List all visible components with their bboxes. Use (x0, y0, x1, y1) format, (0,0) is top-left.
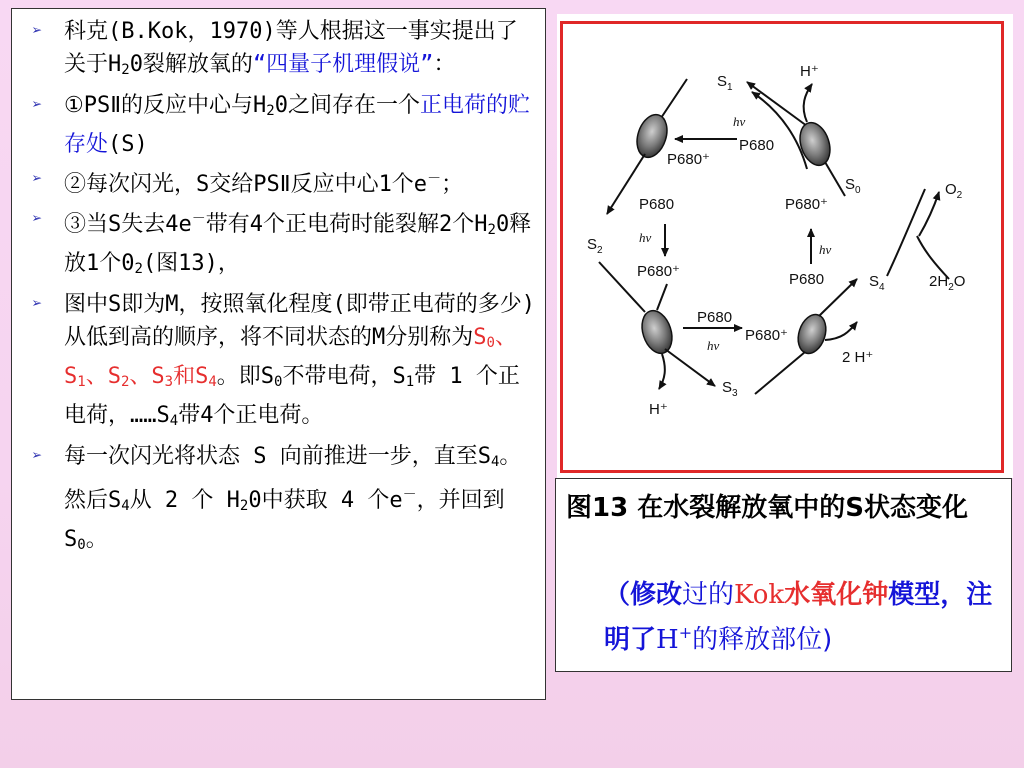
caption-note-c: 水氧化钟 (784, 580, 889, 610)
bullet-text (64, 444, 521, 552)
bullet-segment: 0中获取 4 个e (248, 488, 403, 513)
bullet-segment: 从 2 个 H (129, 488, 240, 513)
caption-title: 图13 在水裂解放氧中的S状态变化 (566, 493, 968, 523)
label-hv-left: hν (639, 230, 652, 245)
oval-top-right (795, 119, 835, 169)
bullet-segment: 2 (239, 498, 249, 514)
figure-caption (555, 478, 1012, 672)
label-p680-plus-right: P680⁺ (785, 196, 828, 213)
label-hv-bottom: hν (707, 338, 720, 353)
bullet-segment: 1 (405, 374, 415, 390)
label-s1: $S_1$ (717, 73, 733, 93)
label-h-top: H⁺ (800, 63, 819, 80)
bullet-s-states (26, 288, 539, 438)
bullet-arrow-icon: ➢ (32, 21, 43, 41)
label-h-bottom: H⁺ (649, 401, 668, 418)
label-hv-right: hν (819, 242, 832, 257)
arrow-to-s3 (665, 349, 715, 386)
label-p680-left: P680 (639, 196, 675, 213)
bullet-arrow-icon: ➢ (32, 209, 43, 229)
arrow-s1 (747, 82, 807, 126)
arrow-to-s4 (819, 279, 857, 316)
bullet-segment: S (473, 325, 487, 350)
bullet-segment: 0 (486, 335, 495, 351)
bullet-arrow-icon: ➢ (32, 446, 43, 466)
bullet-text (64, 93, 530, 157)
oval-bottom-left (637, 307, 677, 357)
bullet-segment: 4 (121, 498, 130, 514)
bullet-text (64, 212, 531, 276)
bullet-arrow-icon: ➢ (32, 294, 43, 314)
bullet-segment: 2 (121, 62, 130, 78)
bullet-segment: ，并回到S (64, 488, 505, 552)
kok-clock-diagram (557, 14, 1013, 478)
caption-note-b: 过的 (682, 580, 735, 610)
bullet-segment: 4 (169, 413, 179, 429)
label-h2o: $2H_2O$ (929, 273, 966, 293)
bullet-segment: 3 (164, 374, 174, 390)
arrow-s3-to-s4 (755, 352, 805, 394)
bullet-segment: － (402, 487, 417, 503)
label-p680-plus-top-left: P680⁺ (667, 151, 710, 168)
bullet-segment: 、S (129, 364, 165, 389)
caption-note-d: 模型，注明了 (604, 580, 993, 655)
bullet-flash-electron (26, 163, 539, 201)
bullet-water-splitting (26, 203, 539, 286)
bullet-segment: ； (441, 172, 464, 197)
arrow-2h (825, 322, 857, 340)
bullet-segment: 。然后S (64, 444, 522, 513)
bullet-segment: 0 (77, 537, 86, 553)
bullet-segment: 和S (173, 364, 209, 389)
bullet-segment: 、S (85, 364, 121, 389)
caption-note-e: 的释放部位) (692, 625, 833, 655)
bullet-arrow-icon: ➢ (32, 95, 43, 115)
bullet-segment: 4 (208, 374, 217, 390)
caption-note-a: 修改 (630, 580, 683, 610)
label-s2: $S_2$ (587, 236, 603, 256)
arc-s4-to-s0 (887, 189, 925, 276)
bullet-cycle (26, 440, 539, 562)
bullet-segment: 每一次闪光将状态 S 向前推进一步，直至S (64, 444, 491, 469)
label-o2: $O_2$ (945, 181, 963, 201)
bullet-segment: 4 (490, 454, 500, 470)
label-s4: $S_4$ (869, 273, 885, 293)
arc-to-o2 (919, 192, 939, 236)
caption-open-paren: （ (604, 580, 631, 610)
label-s3: $S_3$ (722, 379, 738, 399)
bullet-text (64, 172, 463, 197)
label-s0: $S_0$ (845, 176, 861, 196)
bullet-kok-hypothesis (26, 15, 539, 87)
arrow-h-bottom (659, 354, 665, 389)
caption-note (604, 576, 1004, 659)
bullet-segment: 带有4个正电荷时能裂解2个H (205, 212, 488, 237)
bullet-charge-storage (26, 89, 539, 161)
bullet-segment: 2 (134, 261, 143, 277)
arc-s0-to-s1 (752, 92, 807, 169)
oval-bottom-right (793, 311, 830, 357)
arrow-to-p680-bottom (657, 284, 667, 310)
bullet-segment: 0 (274, 374, 283, 390)
bullet-segment: 0之间存在一个 (274, 93, 420, 118)
label-p680-bottom: P680 (697, 309, 733, 326)
bullet-segment: 图中S即为M，按照氧化程度(即带正电荷的多少)从低到高的顺序，将不同状态的M分别称为 (64, 292, 535, 350)
label-hv-top: hν (733, 114, 746, 129)
caption-kok: Kok (734, 580, 785, 610)
bullet-segment: ③当S失去4e (64, 212, 192, 237)
bullet-segment: 、S (64, 325, 517, 389)
text-panel (11, 8, 546, 700)
bullet-segment: 不带电荷，S (282, 364, 406, 389)
label-2h: 2 H⁺ (842, 349, 874, 366)
label-p680-plus-bottom: P680⁺ (745, 327, 788, 344)
bullet-segment: “四量子机理假说” (252, 52, 434, 77)
bullet-segment: 正电荷的贮存处 (64, 93, 530, 157)
bullet-segment: 科克(B.Kok，1970)等人根据这一事实提出了关于H (64, 19, 518, 77)
bullet-segment: 带4个正电荷。 (178, 403, 324, 428)
bullet-arrow-icon: ➢ (32, 169, 43, 189)
kok-cycle-svg (557, 14, 1013, 478)
bullet-segment: ①PSⅡ的反应中心与H (64, 93, 267, 118)
label-p680-plus-left: P680⁺ (637, 263, 680, 280)
bullet-segment: 2 (266, 103, 275, 119)
bullet-segment: ②每次闪光，S交给PSⅡ反应中心1个e (64, 172, 428, 197)
stalk-top-right (825, 162, 845, 196)
caption-h-sup: + (678, 623, 693, 642)
bullet-segment: (S) (108, 132, 148, 157)
arrow-h-top (804, 84, 812, 122)
bullet-text (64, 292, 535, 428)
bullet-segment: 。 (85, 527, 108, 552)
bullet-segment: 0释放1个0 (64, 212, 532, 276)
bullet-segment: 2 (487, 222, 496, 238)
label-p680-right: P680 (789, 271, 825, 288)
bullet-segment: － (427, 171, 442, 187)
bullet-segment: － (191, 211, 206, 227)
bullet-segment: 1 (77, 374, 86, 390)
bullet-segment: ： (433, 52, 456, 77)
label-p680-top: P680 (739, 137, 775, 154)
bullet-segment: (图13)， (142, 251, 240, 276)
bullet-segment: 2 (120, 374, 130, 390)
bullet-segment: 带 1 个正电荷，……S (64, 364, 520, 428)
bullet-text (64, 19, 518, 77)
caption-h: H (656, 625, 679, 655)
bullet-segment: 0裂解放氧的 (129, 52, 253, 77)
bullet-segment: 。即S (216, 364, 274, 389)
